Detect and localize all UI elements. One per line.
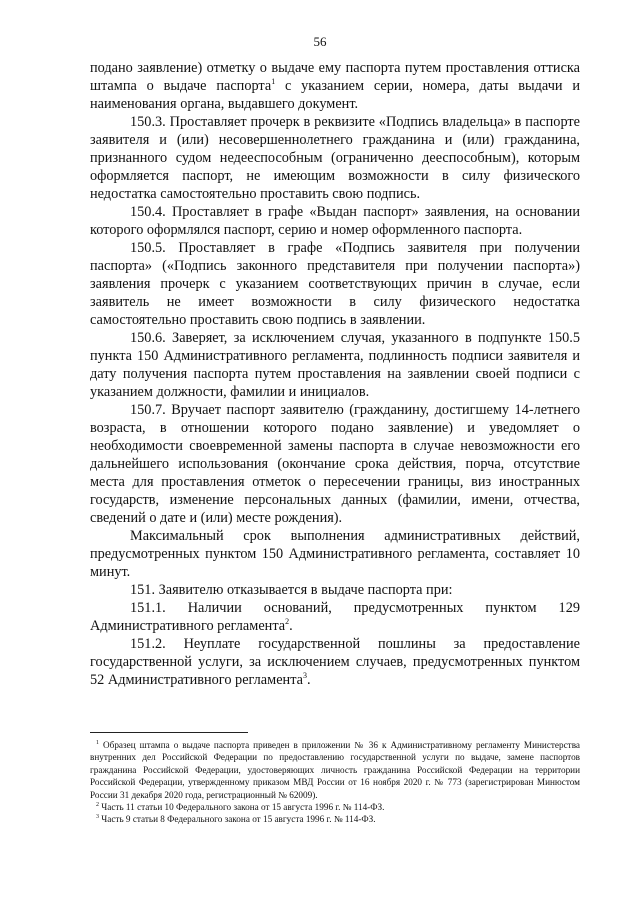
- paragraph-tail: .: [289, 618, 293, 634]
- footnote-1: [90, 739, 580, 801]
- footnote-text: Часть 11 статьи 10 Федерального закона от 15 августа 1996 г. № 114-ФЗ.: [99, 802, 385, 813]
- footnote-text: Образец штампа о выдаче паспорта приведен в приложении № 36 к Административному регламенту Министерства внутренних дел Российской Федерации по предоставлению государственной услуги по выдаче, замене паспортов гражданина Российской Федерации, удостоверяющих личность гражданина Российской Федерации на территории Российской Федерации, утвержденному приказом МВД России от 16 ноября 2020 г. № 773 (зарегистрирован Минюстом России 31 декабря 2020 года, регистрационный № 62009).: [90, 740, 580, 800]
- paragraph-150-5: 150.5. Проставляет в графе «Подпись заявителя при получении паспорта» («Подпись законного представителя при получении паспорта») заявления прочерк с указанием соответствующих причин в случае, если заявитель не имеет возможности в силу физического недостатка самостоятельно проставить свою подпись в заявлении.: [90, 240, 580, 328]
- paragraph-text: 151.1. Наличии оснований, предусмотренных пунктом 129 Административного регламента: [90, 600, 580, 634]
- paragraph-tail: .: [306, 672, 311, 688]
- footnote-3: [90, 813, 580, 825]
- footnote-ref: 2: [285, 617, 290, 627]
- footnote-divider: [90, 732, 248, 733]
- paragraph-text: подано заявление) отметку о выдаче ему паспорта путем проставления оттиска штампа о выдаче паспорта: [90, 60, 580, 94]
- body-text: [90, 59, 580, 689]
- paragraph-151-2: [90, 635, 580, 689]
- footnote-mark: 2: [96, 801, 99, 808]
- page-number: 56: [313, 34, 327, 49]
- paragraph-continuation: [90, 59, 580, 113]
- footnote-2: [90, 801, 580, 813]
- footnote-mark: 3: [96, 814, 99, 821]
- paragraph-text: 151.2. Неуплате государственной пошлины за предоставление государственной услуги, за исключением случаев, предусмотренных пунктом 52 Административного регламента: [90, 636, 580, 688]
- paragraph-151: 151. Заявителю отказывается в выдаче паспорта при:: [130, 582, 453, 598]
- footnote-ref: 1: [271, 77, 276, 87]
- paragraph-150-3: 150.3. Проставляет прочерк в реквизите «Подпись владельца» в паспорте заявителя и (или) несовершеннолетнего гражданина и (или) гражданина, признанного судом недееспособным (ограниченно дееспособным), которым оформляется паспорт, не имеющим возможности в силу физического недостатка самостоятельно проставить свою подпись.: [90, 114, 580, 202]
- paragraph-max-term: Максимальный срок выполнения административных действий, предусмотренных пунктом 150 Административного регламента, составляет 10 минут.: [90, 528, 580, 580]
- paragraph-151-1: [90, 599, 580, 635]
- paragraph-150-6: 150.6. Заверяет, за исключением случая, указанного в подпункте 150.5 пункта 150 Административного регламента, подлинность подписи заявителя и дату получения паспорта путем проставления на заявлении своей подписи с указанием должности, фамилии и инициалов.: [90, 330, 580, 400]
- footnotes: [90, 739, 580, 826]
- footnote-mark: 1: [96, 739, 99, 746]
- footnote-text: Часть 9 статьи 8 Федерального закона от 15 августа 1996 г. № 114-ФЗ.: [99, 814, 376, 825]
- paragraph-tail: с указанием серии, номера, даты выдачи и наименования органа, выдавшего документ.: [90, 78, 580, 112]
- footnote-ref: 3: [302, 671, 307, 681]
- paragraph-150-7: 150.7. Вручает паспорт заявителю (гражданину, достигшему 14-летнего возраста, в отношении которого подано заявление) и уведомляет о необходимости своевременной замены паспорта в случае невозможности его дальнейшего использования (окончание срока действия, порча, отсутствие места для проставления отметок о пересечении границы, виз иностранных государств, изменение персональных данных (фамилии, имени, отчества, сведений о дате и (или) месте рождения).: [90, 402, 580, 526]
- paragraph-150-4: 150.4. Проставляет в графе «Выдан паспорт» заявления, на основании которого оформлялся паспорт, серию и номер оформленного паспорта.: [90, 204, 580, 238]
